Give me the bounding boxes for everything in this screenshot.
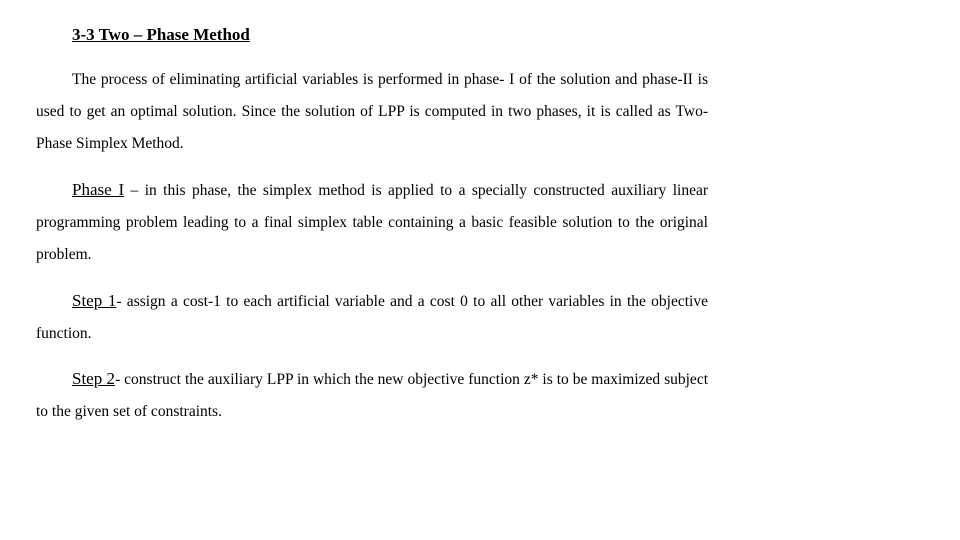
step-one-text: - assign a cost-1 to each artificial variable and a cost 0 to all other variables in the objective function. <box>36 293 708 342</box>
step-two-paragraph <box>36 363 708 428</box>
step-two-text: - construct the auxiliary LPP in which the new objective function z* is to be maximized subject to the given set of constraints. <box>36 371 709 420</box>
intro-text: The process of eliminating artificial variables is performed in phase- I of the solution and phase-II is used to get an optimal solution. Since the solution of LPP is computed in two phases, it is called as Two- Phase Simplex Method. <box>36 71 708 152</box>
step-two-term: Step 2 <box>72 369 116 388</box>
section-heading: 3-3 Two – Phase Method <box>72 25 250 44</box>
phase-one-text: – in this phase, the simplex method is applied to a specially constructed auxiliary linear programming problem leading to a final simplex table containing a basic feasible solution to the original problem. <box>36 182 709 263</box>
step-one-term: Step 1 <box>72 291 117 310</box>
phase-one-paragraph <box>36 174 708 271</box>
intro-paragraph <box>36 64 708 160</box>
phase-one-term: Phase I <box>72 180 125 199</box>
step-one-paragraph <box>36 285 708 350</box>
